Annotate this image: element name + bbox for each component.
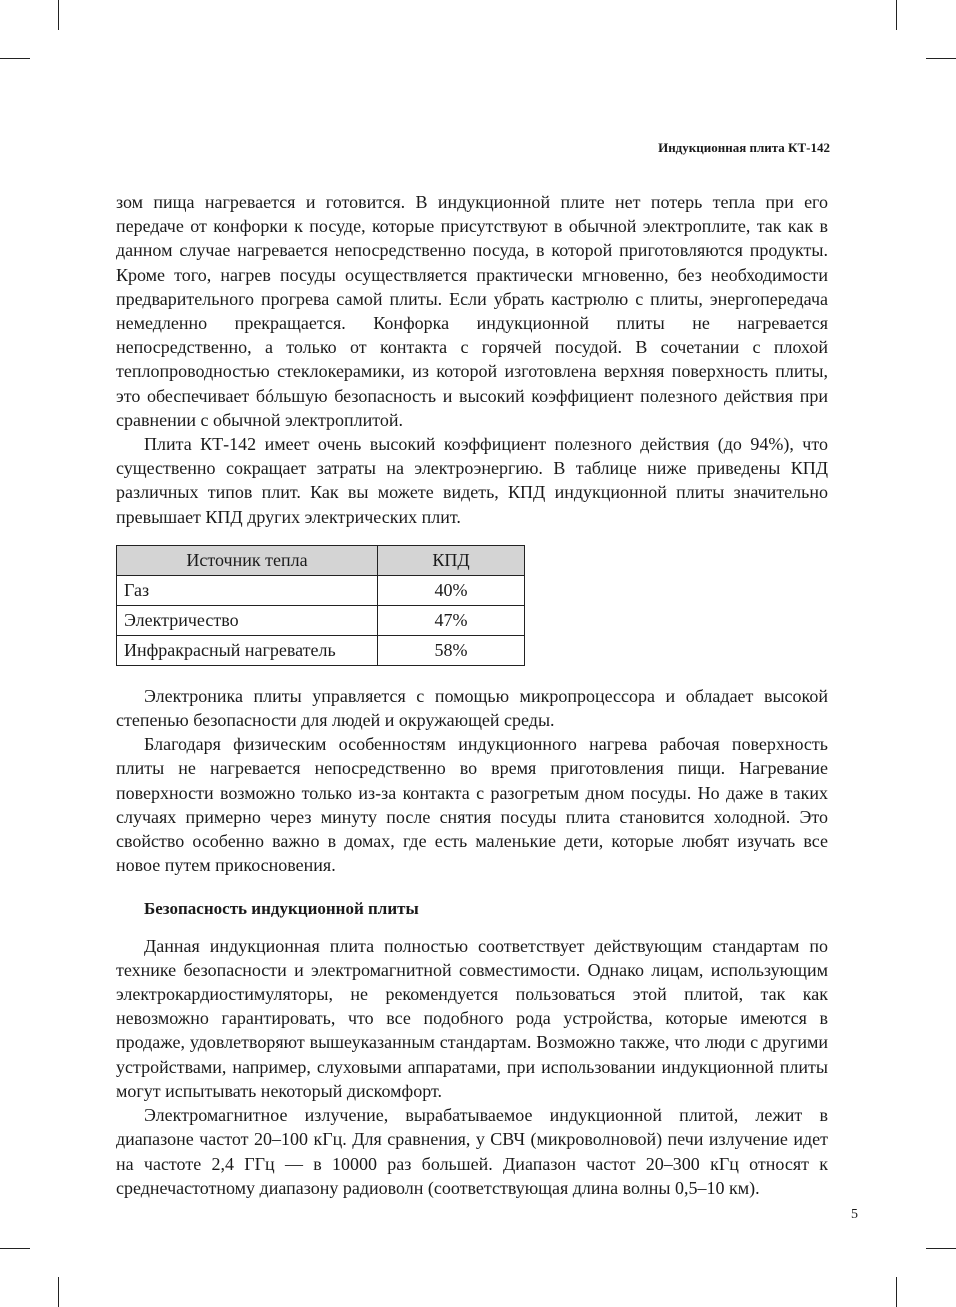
- crop-mark-bottom-left-h: [0, 1248, 30, 1249]
- table-row: [117, 575, 525, 605]
- paragraph: Благодаря физическим особенностям индукционного нагрева рабочая поверхность плиты не нагревается непосредственно во время приготовления пищи. Нагревание поверхности возможно только из-за контакта с разогретым дном посуды. Но даже в таких случаях примерно через минуту после снятия посуды плита становится холодной. Это свойство особенно важно в домах, где есть маленькие дети, которые любят изучать все новое путем прикосновения.: [116, 734, 828, 876]
- table-cell-source: Электричество: [117, 605, 378, 635]
- paragraph: Электроника плиты управляется с помощью микропроцессора и обладает высокой степенью безопасности для людей и окружающей среды.: [116, 685, 828, 731]
- crop-mark-bottom-left-v: [58, 1277, 59, 1307]
- crop-mark-top-left-h: [0, 58, 30, 59]
- crop-mark-top-right-h: [926, 58, 956, 59]
- table-row: [117, 605, 525, 635]
- table-header-row: [117, 545, 525, 575]
- paragraph: Электромагнитное излучение, вырабатываемое индукционной плитой, лежит в диапазоне частот 20–100 кГц. Для сравнения, у СВЧ (микроволновой) печи излучение идет на частоте 2,4 ГГц — в 10000 раз большей. Диапазон частот 20–300 кГц относят к среднечастотному диапазону радиоволн (соответствующая длина волны 0,5–10 км).: [116, 1105, 828, 1198]
- efficiency-table: [116, 545, 525, 666]
- running-header: Индукционная плита КТ-142: [658, 140, 830, 155]
- table-header-source: Источник тепла: [117, 545, 378, 575]
- paragraph: Данная индукционная плита полностью соответствует действующим стандартам по технике безопасности и электромагнитной совместимости. Однако лицам, использующим электрокардиостимуляторы, не рекомендуется пользоваться этой плитой, так как невозможно гарантировать, что все подобного рода устройства, которые имеются в продаже, удовлетворяют вышеуказанным стандартам. Возможно также, что люди с другими устройствами, например, слуховыми аппаратами, при использовании индукционной плиты могут испытывать некоторый дискомфорт.: [116, 935, 828, 1101]
- table-header-efficiency: КПД: [378, 545, 525, 575]
- crop-mark-top-right-v: [896, 0, 897, 30]
- paragraph: Плита КТ-142 имеет очень высокий коэффициент полезного действия (до 94%), что существенно сокращает затраты на электроэнергию. В таблице ниже приведены КПД различных типов плит. Как вы можете видеть, КПД индукционной плиты значительно превышает КПД других электрических плит.: [116, 434, 828, 527]
- table-cell-efficiency: 47%: [378, 605, 525, 635]
- crop-mark-top-left-v: [58, 0, 59, 30]
- crop-mark-bottom-right-v: [896, 1277, 897, 1307]
- page-number: 5: [851, 1207, 858, 1222]
- paragraph: зом пища нагревается и готовится. В индукционной плите нет потерь тепла при его передаче от конфорки к посуде, которые присутствуют в обычной электроплите, так как в данном случае нагревается непосредственно посуда, в которой приготовляются продукты. Кроме того, нагрев посуды осуществляется практически мгновенно, без необходимости предварительного прогрева самой плиты. Если убрать кастрюлю с плиты, энергопередача немедленно прекращается. Конфорка индукционной плиты не нагревается непосредственно, а только от контакта с горячей посудой. В сочетании с плохой теплопроводностью стеклокерамики, из которой изготовлена верхняя поверхность плиты, это обеспечивает бóльшую безопасность и высокий коэффициент полезного действия при сравнении с обычной электроплитой.: [116, 192, 828, 430]
- table-cell-source: Инфракрасный нагреватель: [117, 635, 378, 665]
- page-body: [116, 190, 828, 1200]
- crop-mark-bottom-right-h: [926, 1248, 956, 1249]
- table-cell-source: Газ: [117, 575, 378, 605]
- table-row: [117, 635, 525, 665]
- table-cell-efficiency: 40%: [378, 575, 525, 605]
- section-heading: Безопасность индукционной плиты: [144, 899, 419, 919]
- table-cell-efficiency: 58%: [378, 635, 525, 665]
